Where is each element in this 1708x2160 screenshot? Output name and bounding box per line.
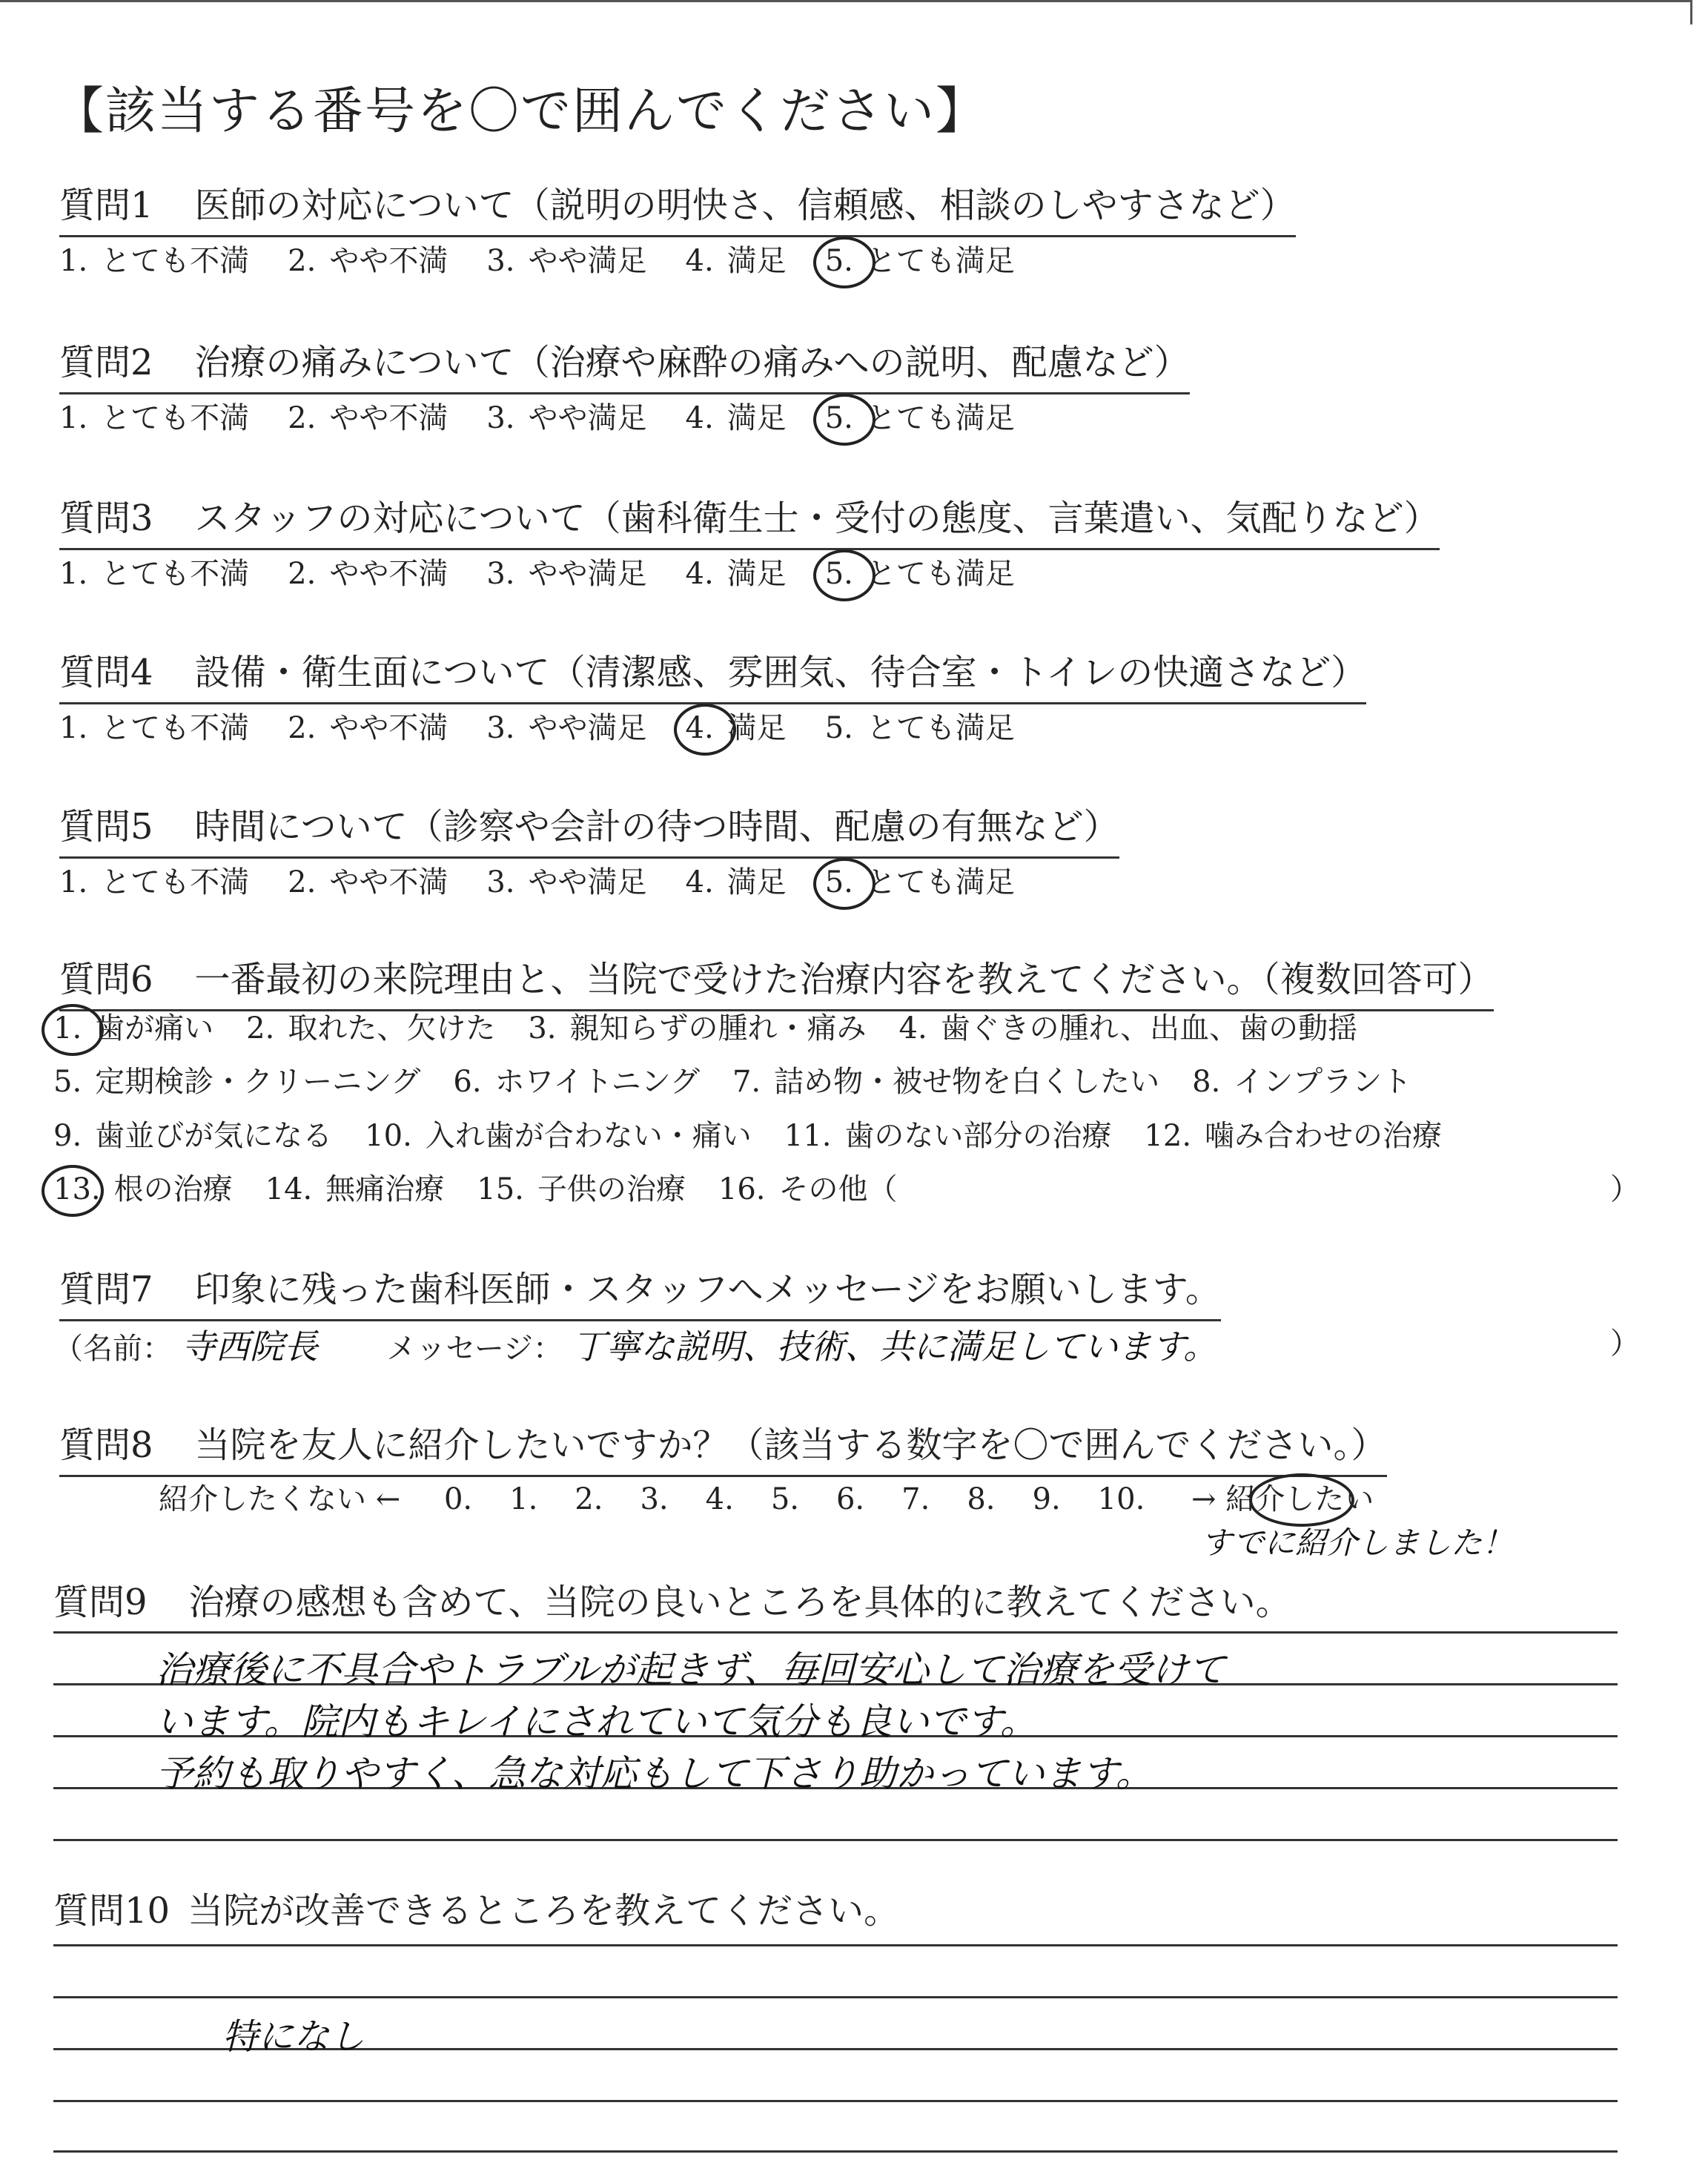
q6-option-3[interactable] [528, 1005, 866, 1047]
option-label: 歯が痛い [95, 1011, 214, 1046]
option-number: 2. [288, 557, 317, 591]
q6-option-6[interactable] [453, 1058, 700, 1100]
q10-title [53, 1882, 899, 1933]
option-label: 満足 [726, 865, 787, 899]
q5-title [59, 798, 1119, 859]
q2-label: 質問2 [59, 342, 153, 383]
option-label: 満足 [726, 244, 787, 278]
q4-options [59, 704, 1053, 747]
option-label: やや満足 [528, 401, 647, 435]
option-number: 12. [1144, 1119, 1192, 1153]
q2-option-5[interactable] [825, 394, 1015, 437]
q4-option-1[interactable] [59, 704, 249, 747]
q3-option-3[interactable] [486, 550, 646, 592]
option-label: やや不満 [329, 557, 448, 591]
q1-title [59, 176, 1296, 237]
option-label: 取れた、欠けた [288, 1011, 496, 1046]
q1-option-1[interactable] [59, 237, 249, 280]
q10-line-4 [53, 2100, 1618, 2102]
option-number: 2. [288, 865, 317, 899]
q8-left-label: 紹介したくない ← [159, 1482, 401, 1516]
q3-label: 質問3 [59, 498, 153, 539]
q6-option-5[interactable] [53, 1058, 420, 1100]
q8-scale-value[interactable]: 2. [575, 1482, 603, 1516]
option-number: 5. [824, 244, 853, 278]
option-number: 4. [685, 557, 714, 591]
option-label: 満足 [726, 711, 787, 745]
option-label: やや不満 [329, 401, 448, 435]
q10-line-1 [53, 1944, 1618, 1946]
option-label: とても満足 [866, 711, 1015, 745]
option-number: 8. [1192, 1065, 1221, 1099]
option-label: 親知らずの腫れ・痛み [569, 1011, 867, 1046]
option-number: 2. [246, 1011, 275, 1046]
option-label: 詰め物・被せ物を白くしたい [774, 1065, 1160, 1099]
q9-answer-line-3[interactable]: 予約も取りやすく、急な対応もして下さり助かっています。 [156, 1752, 1153, 1795]
q7-title [59, 1261, 1221, 1321]
option-number: 3. [486, 244, 515, 278]
option-number: 2. [288, 711, 317, 745]
q2-option-4[interactable] [686, 394, 787, 437]
q8-text: 当院を友人に紹介したいですか？（該当する数字を〇で囲んでください。） [194, 1424, 1387, 1466]
option-label: 入れ歯が合わない・痛い [425, 1119, 752, 1153]
option-number: 5. [824, 557, 853, 591]
q9-label: 質問9 [53, 1582, 148, 1623]
q5-options [59, 859, 1053, 901]
q10-text: 当院が改善できるところを教えてください。 [188, 1890, 900, 1932]
q1-label: 質問1 [59, 185, 153, 226]
q7-answer-row [53, 1320, 1217, 1369]
q6-title [59, 951, 1494, 1011]
q8-note: すでに紹介しました！ [1201, 1525, 1514, 1561]
q2-option-1[interactable] [59, 394, 249, 437]
option-number: 4. [685, 244, 714, 278]
option-number: 3. [486, 401, 515, 435]
q6-option-14[interactable] [265, 1166, 445, 1208]
q6-option-16[interactable] [718, 1166, 898, 1208]
option-number: 3. [486, 865, 515, 899]
q6-row-2 [53, 1058, 1444, 1100]
q2-title [59, 334, 1190, 394]
q10-line-2 [53, 1996, 1618, 1998]
q8-scale-value[interactable]: 5. [770, 1482, 799, 1516]
option-number: 16. [718, 1172, 766, 1206]
q8-scale-value[interactable]: 10. [1097, 1482, 1145, 1516]
option-label: とても不満 [101, 557, 250, 591]
q8-label: 質問8 [59, 1424, 153, 1466]
q3-title [59, 489, 1440, 550]
q5-text: 時間について（診察や会計の待つ時間、配慮の有無など） [194, 806, 1119, 848]
option-label: 歯のない部分の治療 [844, 1119, 1112, 1153]
q7-close-paren: ） [1610, 1327, 1640, 1361]
q2-option-2[interactable] [288, 394, 448, 437]
q1-option-4[interactable] [686, 237, 787, 280]
option-number: 1. [53, 1011, 82, 1046]
q4-text: 設備・衛生面について（清潔感、雰囲気、待合室・トイレの快適さなど） [194, 652, 1367, 693]
q8-scale-value[interactable]: 7. [901, 1482, 930, 1516]
option-label: 噛み合わせの治療 [1205, 1119, 1443, 1153]
q6-row-1 [53, 1005, 1390, 1047]
q9-line-5 [53, 1839, 1618, 1841]
q8-scale-value[interactable]: 0. [443, 1482, 473, 1516]
option-number: 15. [477, 1172, 524, 1206]
option-number: 6. [453, 1065, 482, 1099]
option-label: とても満足 [866, 401, 1015, 435]
q6-option-4[interactable] [899, 1005, 1358, 1047]
option-label: とても満足 [866, 557, 1015, 591]
q4-option-4[interactable] [686, 704, 787, 747]
q4-title [59, 644, 1366, 704]
option-number: 1. [59, 244, 88, 278]
option-label: やや不満 [329, 711, 448, 745]
q8-scale-value[interactable]: 9. [1032, 1482, 1061, 1516]
option-number: 9. [53, 1119, 82, 1153]
option-number: 4. [685, 865, 714, 899]
q10-label: 質問10 [53, 1890, 171, 1932]
option-number: 13. [53, 1172, 101, 1206]
option-number: 3. [528, 1011, 557, 1046]
option-label: やや満足 [528, 711, 647, 745]
q9-line-1 [53, 1631, 1618, 1634]
q8-right-text: → 紹介したい [1191, 1482, 1374, 1516]
option-number: 4. [898, 1011, 927, 1046]
q5-option-4[interactable] [686, 859, 787, 901]
option-number: 2. [288, 244, 317, 278]
q9-text: 治療の感想も含めて、当院の良いところを具体的に教えてください。 [188, 1582, 1291, 1623]
q3-option-5[interactable] [825, 550, 1015, 592]
option-label: 根の治療 [113, 1172, 233, 1206]
q1-option-3[interactable] [486, 237, 646, 280]
page-heading: 【該当する番号を〇で囲んでください】 [53, 82, 988, 141]
q8-scale-value[interactable]: 1. [509, 1482, 538, 1516]
q6-option-12[interactable] [1144, 1112, 1442, 1155]
option-label: やや不満 [329, 865, 448, 899]
q8-scale-value[interactable]: 8. [967, 1482, 996, 1516]
q6-option-2[interactable] [246, 1005, 495, 1047]
option-number: 1. [59, 557, 88, 591]
option-number: 7. [732, 1065, 761, 1099]
option-label: とても不満 [101, 244, 250, 278]
q7-text: 印象に残った歯科医師・スタッフへメッセージをお願いします。 [194, 1269, 1221, 1310]
q8-scale-value[interactable]: 3. [640, 1482, 669, 1516]
option-label: 満足 [726, 401, 787, 435]
q9-title [53, 1573, 1291, 1625]
q4-option-5[interactable] [825, 704, 1015, 747]
option-label: 歯ぐきの腫れ、出血、歯の動揺 [940, 1011, 1358, 1046]
q6-row-3 [53, 1112, 1474, 1155]
q10-answer[interactable]: 特になし [222, 2016, 365, 2058]
q3-option-2[interactable] [288, 550, 448, 592]
option-number: 1. [59, 711, 88, 745]
page-border [0, 0, 1692, 24]
q6-label: 質問6 [59, 959, 153, 1000]
q2-options [59, 394, 1053, 437]
q7-message-label: メッセージ： [386, 1332, 563, 1366]
option-number: 3. [486, 557, 515, 591]
q1-option-5[interactable] [825, 237, 1015, 280]
option-label: 歯並びが気になる [95, 1119, 333, 1153]
q5-option-1[interactable] [59, 859, 249, 901]
q5-option-3[interactable] [486, 859, 646, 901]
q8-right-label[interactable] [1191, 1482, 1374, 1516]
q3-text: スタッフの対応について（歯科衛生士・受付の態度、言葉遣い、気配りなど） [194, 498, 1440, 539]
q6-close-paren: ） [1610, 1172, 1640, 1206]
option-label: とても不満 [101, 865, 250, 899]
q6-option-11[interactable] [784, 1112, 1112, 1155]
q9-answer-line-2[interactable]: います。院内もキレイにされていて気分も良いです。 [156, 1700, 1037, 1743]
q5-label: 質問5 [59, 806, 153, 848]
option-number: 5. [53, 1065, 82, 1099]
q1-option-2[interactable] [288, 237, 448, 280]
option-number: 14. [265, 1172, 313, 1206]
q8-scale [444, 1482, 1182, 1516]
option-label: 定期検診・クリーニング [95, 1065, 421, 1099]
option-number: 4. [685, 711, 714, 745]
q7-label: 質問7 [59, 1269, 153, 1310]
q6-option-10[interactable] [365, 1112, 752, 1155]
option-label: やや満足 [528, 557, 647, 591]
q4-option-3[interactable] [486, 704, 646, 747]
option-label: やや不満 [329, 244, 448, 278]
q6-option-1[interactable] [53, 1005, 214, 1047]
q3-option-1[interactable] [59, 550, 249, 592]
option-number: 5. [824, 711, 853, 745]
q6-option-13[interactable] [53, 1166, 233, 1208]
q3-options [59, 550, 1053, 592]
q6-option-15[interactable] [477, 1166, 686, 1208]
q8-scale-value[interactable]: 4. [705, 1482, 734, 1516]
q1-text: 医師の対応について（説明の明快さ、信頼感、相談のしやすさなど） [194, 185, 1296, 226]
q6-option-7[interactable] [732, 1058, 1159, 1100]
option-number: 11. [784, 1119, 832, 1153]
option-number: 4. [685, 401, 714, 435]
q1-options [59, 237, 1053, 280]
option-label: やや満足 [528, 244, 647, 278]
option-label: 無痛治療 [325, 1172, 445, 1206]
option-label: 満足 [726, 557, 787, 591]
option-label: 子供の治療 [537, 1172, 686, 1206]
q8-scale-row [159, 1476, 1374, 1518]
q7-name-value[interactable]: 寺西院長 [181, 1327, 318, 1367]
q3-option-4[interactable] [686, 550, 787, 592]
option-number: 2. [288, 401, 317, 435]
q2-option-3[interactable] [486, 394, 646, 437]
q7-name-label: （名前： [53, 1332, 172, 1366]
option-label: とても不満 [101, 401, 250, 435]
option-number: 5. [824, 401, 853, 435]
option-label: とても満足 [866, 865, 1015, 899]
q4-option-2[interactable] [288, 704, 448, 747]
q6-option-8[interactable] [1192, 1058, 1411, 1100]
option-label: とても満足 [866, 244, 1015, 278]
q8-scale-value[interactable]: 6. [835, 1482, 865, 1516]
option-number: 1. [59, 401, 88, 435]
q6-text: 一番最初の来院理由と、当院で受けた治療内容を教えてください。（複数回答可） [194, 959, 1494, 1000]
option-label: やや満足 [528, 865, 647, 899]
q4-label: 質問4 [59, 652, 153, 693]
q10-line-5 [53, 2150, 1618, 2153]
option-label: インプラント [1234, 1065, 1412, 1099]
option-number: 1. [59, 865, 88, 899]
option-number: 10. [365, 1119, 412, 1153]
q5-option-5[interactable] [825, 859, 1015, 901]
option-number: 3. [486, 711, 515, 745]
q7-message-value[interactable]: 丁寧な説明、技術、共に満足しています。 [572, 1327, 1218, 1367]
option-label: とても不満 [101, 711, 250, 745]
q9-answer-line-1[interactable]: 治療後に不具合やトラブルが起きず、毎回安心して治療を受けて [156, 1648, 1225, 1691]
q6-option-9[interactable] [53, 1112, 332, 1155]
q8-title [59, 1416, 1387, 1477]
q5-option-2[interactable] [288, 859, 448, 901]
option-number: 5. [824, 865, 853, 899]
q6-row-4 [53, 1166, 930, 1208]
q2-text: 治療の痛みについて（治療や麻酔の痛みへの説明、配慮など） [194, 342, 1190, 383]
option-label: その他（ [778, 1172, 898, 1206]
option-label: ホワイトニング [494, 1065, 700, 1099]
